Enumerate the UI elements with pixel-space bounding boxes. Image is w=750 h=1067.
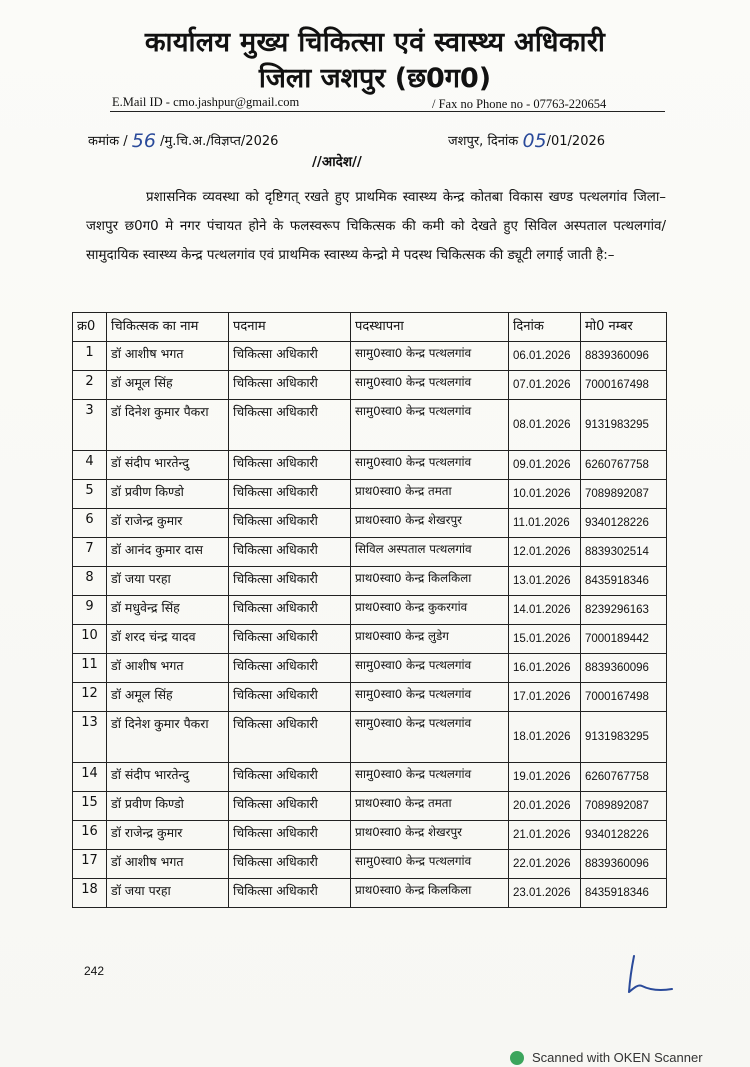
table-row xyxy=(73,792,667,821)
header-post: पदनाम xyxy=(229,313,351,342)
cell-designation: चिकित्सा अधिकारी xyxy=(229,371,351,400)
cell-designation: चिकित्सा अधिकारी xyxy=(229,850,351,879)
order-body-text: प्रशासनिक व्यवस्था को दृष्टिगत् रखते हुए प्राथमिक स्वास्थ्य केन्द्र कोतबा विकास खण्ड पत्थलगांव जिला–जशपुर छ0ग0 मे नगर पंचायत होने के फलस्वरूप चिकित्सक की कमी को देखते हुए सिविल अस्पताल पत्थलगांव/सामुदायिक स्वास्थ्य केन्द्र पत्थलगांव एवं प्राथमिक स्वास्थ्य केन्द्रो मे पदस्थ चिकित्सक की ड्यूटी लगाई जाती है:– xyxy=(86,190,666,263)
cell-doctor-name: डॉ दिनेश कुमार पैकरा xyxy=(107,400,229,451)
cell-posting: प्राथ0स्वा0 केन्द्र किलकिला xyxy=(351,567,509,596)
date-day-handwritten: 05 xyxy=(522,130,547,152)
cell-posting: प्राथ0स्वा0 केन्द्र किलकिला xyxy=(351,879,509,908)
table-body xyxy=(73,342,667,908)
cell-mobile: 7089892087 xyxy=(581,480,667,509)
cell-designation: चिकित्सा अधिकारी xyxy=(229,625,351,654)
cell-designation: चिकित्सा अधिकारी xyxy=(229,538,351,567)
district-title: जिला जशपुर (छ0ग0) xyxy=(258,63,492,94)
cell-posting: प्राथ0स्वा0 केन्द्र शेखरपुर xyxy=(351,509,509,538)
cell-serial: 15 xyxy=(73,792,107,821)
cell-mobile: 8239296163 xyxy=(581,596,667,625)
cell-serial: 17 xyxy=(73,850,107,879)
reference-number-handwritten: 56 xyxy=(131,130,156,152)
table-row xyxy=(73,763,667,792)
cell-doctor-name: डॉ आशीष भगत xyxy=(107,654,229,683)
cell-date: 21.01.2026 xyxy=(509,821,581,850)
table-row xyxy=(73,371,667,400)
cell-mobile: 6260767758 xyxy=(581,451,667,480)
cell-date: 06.01.2026 xyxy=(509,342,581,371)
cell-mobile: 8435918346 xyxy=(581,879,667,908)
cell-posting: सामु0स्वा0 केन्द्र पत्थलगांव xyxy=(351,712,509,763)
cell-date: 08.01.2026 xyxy=(509,400,581,451)
signature xyxy=(620,948,680,1002)
cell-serial: 2 xyxy=(73,371,107,400)
scanner-watermark xyxy=(510,1050,703,1065)
table-row xyxy=(73,850,667,879)
cell-mobile: 6260767758 xyxy=(581,763,667,792)
cell-designation: चिकित्सा अधिकारी xyxy=(229,480,351,509)
cell-serial: 11 xyxy=(73,654,107,683)
table-row xyxy=(73,879,667,908)
office-title: कार्यालय मुख्य चिकित्सा एवं स्वास्थ्य अधिकारी xyxy=(144,27,606,58)
cell-doctor-name: डॉ आशीष भगत xyxy=(107,850,229,879)
cell-date: 12.01.2026 xyxy=(509,538,581,567)
cell-designation: चिकित्सा अधिकारी xyxy=(229,509,351,538)
table-row xyxy=(73,342,667,371)
cell-date: 07.01.2026 xyxy=(509,371,581,400)
cell-doctor-name: डॉ जया परहा xyxy=(107,567,229,596)
reference-suffix: /मु.चि.अ./विज्ञप्त/2026 xyxy=(160,134,279,149)
cell-date: 15.01.2026 xyxy=(509,625,581,654)
page-number: 242 xyxy=(84,964,105,978)
cell-doctor-name: डॉ संदीप भारतेन्दु xyxy=(107,763,229,792)
header-divider xyxy=(110,111,665,112)
place-date xyxy=(448,130,605,152)
cell-designation: चिकित्सा अधिकारी xyxy=(229,400,351,451)
table-row xyxy=(73,451,667,480)
cell-mobile: 9131983295 xyxy=(581,400,667,451)
cell-serial: 12 xyxy=(73,683,107,712)
cell-posting: सामु0स्वा0 केन्द्र पत्थलगांव xyxy=(351,371,509,400)
cell-date: 10.01.2026 xyxy=(509,480,581,509)
cell-date: 20.01.2026 xyxy=(509,792,581,821)
cell-doctor-name: डॉ जया परहा xyxy=(107,879,229,908)
cell-serial: 1 xyxy=(73,342,107,371)
scanner-logo-icon xyxy=(510,1051,524,1065)
fax-line: / Fax no Phone no - 07763-220654 xyxy=(432,97,607,111)
cell-posting: सिविल अस्पताल पत्थलगांव xyxy=(351,538,509,567)
cell-posting: प्राथ0स्वा0 केन्द्र कुकरगांव xyxy=(351,596,509,625)
header-posting: पदस्थापना xyxy=(351,313,509,342)
table-row xyxy=(73,821,667,850)
cell-doctor-name: डॉ मधुवेन्द्र सिंह xyxy=(107,596,229,625)
cell-posting: सामु0स्वा0 केन्द्र पत्थलगांव xyxy=(351,451,509,480)
cell-serial: 13 xyxy=(73,712,107,763)
table-row xyxy=(73,596,667,625)
cell-posting: सामु0स्वा0 केन्द्र पत्थलगांव xyxy=(351,683,509,712)
cell-doctor-name: डॉ राजेन्द्र कुमार xyxy=(107,821,229,850)
reference-prefix: कमांक / xyxy=(88,134,128,149)
cell-designation: चिकित्सा अधिकारी xyxy=(229,654,351,683)
cell-mobile: 7000167498 xyxy=(581,683,667,712)
cell-designation: चिकित्सा अधिकारी xyxy=(229,567,351,596)
cell-date: 22.01.2026 xyxy=(509,850,581,879)
cell-serial: 16 xyxy=(73,821,107,850)
cell-date: 13.01.2026 xyxy=(509,567,581,596)
cell-mobile: 8839360096 xyxy=(581,850,667,879)
table-row xyxy=(73,509,667,538)
cell-mobile: 7000167498 xyxy=(581,371,667,400)
cell-designation: चिकित्सा अधिकारी xyxy=(229,879,351,908)
table-row xyxy=(73,625,667,654)
cell-mobile: 8839360096 xyxy=(581,342,667,371)
cell-serial: 4 xyxy=(73,451,107,480)
cell-posting: सामु0स्वा0 केन्द्र पत्थलगांव xyxy=(351,850,509,879)
cell-serial: 3 xyxy=(73,400,107,451)
cell-doctor-name: डॉ अमूल सिंह xyxy=(107,371,229,400)
cell-date: 16.01.2026 xyxy=(509,654,581,683)
date-suffix: /01/2026 xyxy=(546,134,606,149)
cell-date: 17.01.2026 xyxy=(509,683,581,712)
cell-doctor-name: डॉ अमूल सिंह xyxy=(107,683,229,712)
cell-designation: चिकित्सा अधिकारी xyxy=(229,712,351,763)
cell-serial: 6 xyxy=(73,509,107,538)
cell-date: 14.01.2026 xyxy=(509,596,581,625)
cell-mobile: 8839302514 xyxy=(581,538,667,567)
reference-number xyxy=(88,130,278,152)
order-heading: //आदेश// xyxy=(312,154,362,170)
header-serial: क्र0 xyxy=(73,313,107,342)
header-name: चिकित्सक का नाम xyxy=(107,313,229,342)
table-row xyxy=(73,538,667,567)
cell-posting: प्राथ0स्वा0 केन्द्र तमता xyxy=(351,480,509,509)
duty-roster-table xyxy=(72,312,667,908)
table-header-row xyxy=(73,313,667,342)
cell-mobile: 8839360096 xyxy=(581,654,667,683)
cell-doctor-name: डॉ शरद चंन्द्र यादव xyxy=(107,625,229,654)
cell-serial: 10 xyxy=(73,625,107,654)
cell-mobile: 9340128226 xyxy=(581,509,667,538)
cell-doctor-name: डॉ आनंद कुमार दास xyxy=(107,538,229,567)
cell-designation: चिकित्सा अधिकारी xyxy=(229,451,351,480)
cell-designation: चिकित्सा अधिकारी xyxy=(229,763,351,792)
cell-serial: 18 xyxy=(73,879,107,908)
cell-serial: 7 xyxy=(73,538,107,567)
header-date: दिनांक xyxy=(509,313,581,342)
cell-mobile: 7089892087 xyxy=(581,792,667,821)
cell-mobile: 8435918346 xyxy=(581,567,667,596)
table-row xyxy=(73,480,667,509)
cell-designation: चिकित्सा अधिकारी xyxy=(229,596,351,625)
cell-designation: चिकित्सा अधिकारी xyxy=(229,683,351,712)
cell-date: 19.01.2026 xyxy=(509,763,581,792)
cell-serial: 9 xyxy=(73,596,107,625)
cell-serial: 5 xyxy=(73,480,107,509)
cell-designation: चिकित्सा अधिकारी xyxy=(229,792,351,821)
cell-posting: प्राथ0स्वा0 केन्द्र तमता xyxy=(351,792,509,821)
cell-serial: 14 xyxy=(73,763,107,792)
email-line: E.Mail ID - cmo.jashpur@gmail.com xyxy=(112,95,300,109)
cell-posting: सामु0स्वा0 केन्द्र पत्थलगांव xyxy=(351,654,509,683)
cell-mobile: 7000189442 xyxy=(581,625,667,654)
cell-doctor-name: डॉ आशीष भगत xyxy=(107,342,229,371)
place-date-prefix: जशपुर, दिनांक xyxy=(448,134,519,149)
cell-doctor-name: डॉ राजेन्द्र कुमार xyxy=(107,509,229,538)
cell-mobile: 9340128226 xyxy=(581,821,667,850)
table-row xyxy=(73,567,667,596)
cell-date: 09.01.2026 xyxy=(509,451,581,480)
cell-designation: चिकित्सा अधिकारी xyxy=(229,342,351,371)
cell-posting: प्राथ0स्वा0 केन्द्र शेखरपुर xyxy=(351,821,509,850)
table-row xyxy=(73,654,667,683)
cell-serial: 8 xyxy=(73,567,107,596)
cell-doctor-name: डॉ दिनेश कुमार पैकरा xyxy=(107,712,229,763)
cell-mobile: 9131983295 xyxy=(581,712,667,763)
cell-date: 18.01.2026 xyxy=(509,712,581,763)
cell-date: 23.01.2026 xyxy=(509,879,581,908)
cell-posting: प्राथ0स्वा0 केन्द्र लुडेग xyxy=(351,625,509,654)
table-row xyxy=(73,712,667,763)
table-row xyxy=(73,400,667,451)
cell-posting: सामु0स्वा0 केन्द्र पत्थलगांव xyxy=(351,342,509,371)
header-mobile: मो0 नम्बर xyxy=(581,313,667,342)
table-row xyxy=(73,683,667,712)
cell-doctor-name: डॉ प्रवीण किण्डो xyxy=(107,480,229,509)
cell-posting: सामु0स्वा0 केन्द्र पत्थलगांव xyxy=(351,400,509,451)
cell-posting: सामु0स्वा0 केन्द्र पत्थलगांव xyxy=(351,763,509,792)
cell-date: 11.01.2026 xyxy=(509,509,581,538)
cell-doctor-name: डॉ संदीप भारतेन्दु xyxy=(107,451,229,480)
cell-designation: चिकित्सा अधिकारी xyxy=(229,821,351,850)
cell-doctor-name: डॉ प्रवीण किण्डो xyxy=(107,792,229,821)
scanner-text: Scanned with OKEN Scanner xyxy=(532,1050,703,1065)
